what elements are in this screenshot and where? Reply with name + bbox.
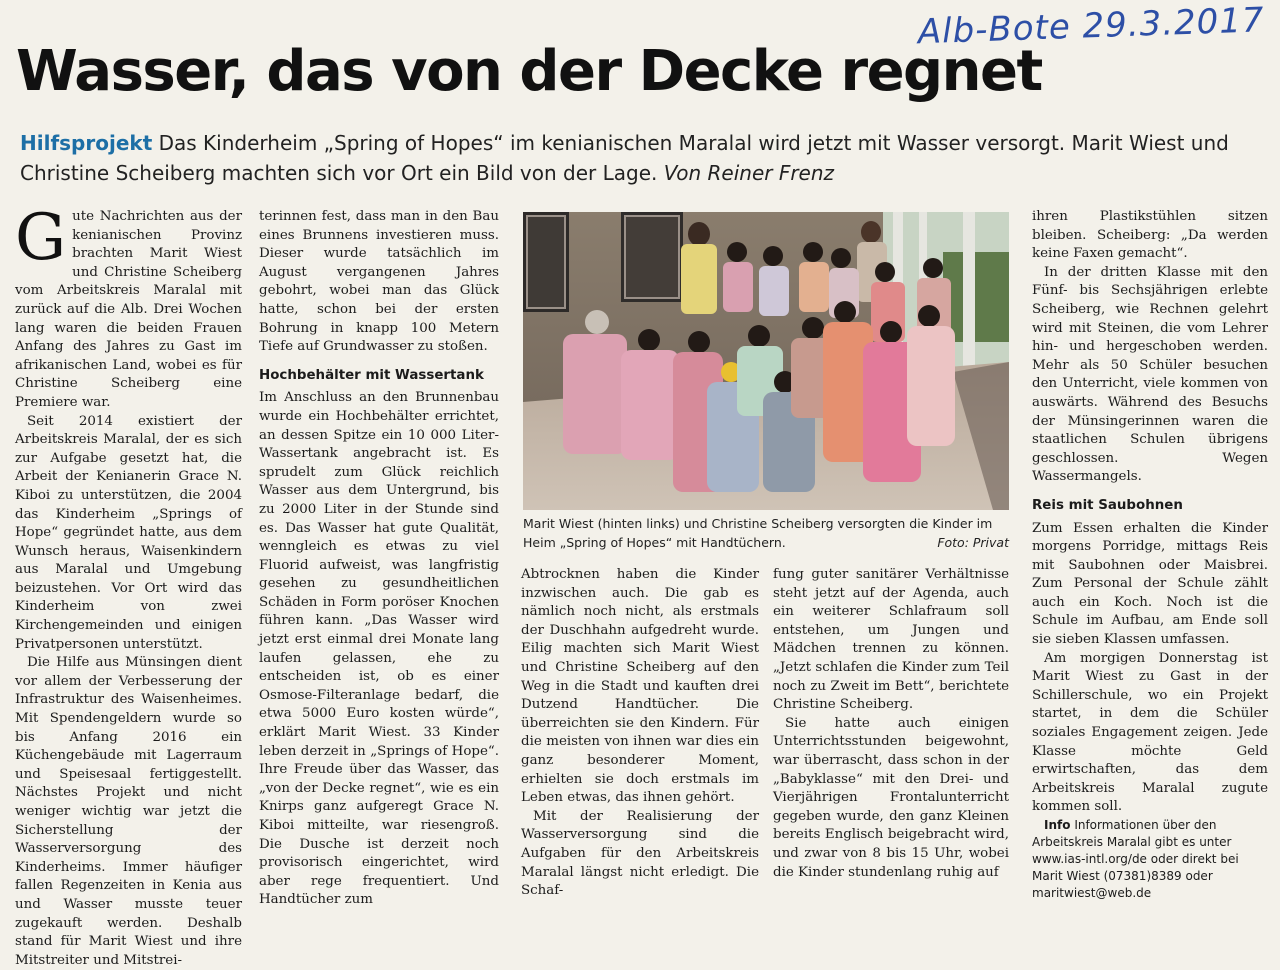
paragraph: Zum Essen erhalten die Kinder morgens Porridge, mittags Reis mit Saubohnen oder Maisbrei. Zum Personal der Schule zählt auch ein Koch. Noch ist die Schule im Aufbau, am Ende soll sie sieben Klassen umfassen. <box>1032 520 1268 648</box>
drop-cap: G <box>15 201 67 275</box>
article-column-1 <box>15 201 242 970</box>
caption-text: Marit Wiest (hinten links) und Christine Scheiberg versorgten die Kinder im Heim „Spring of Hopes“ mit Handtüchern. <box>523 516 993 550</box>
article-column-2 <box>259 208 499 910</box>
subhead-kicker: Hilfsprojekt <box>20 131 153 155</box>
paragraph: fung guter sanitärer Verhältnisse steht jetzt auf der Agenda, auch ein weiterer Schlafraum soll entstehen, um Jungen und Mädchen trennen zu können. „Jetzt schlafen die Kinder zum Teil noch zu Zweit im Bett“, berichtete Christine Scheiberg. <box>773 567 1009 713</box>
handwritten-date-note: Alb-Bote 29.3.2017 <box>917 0 1266 53</box>
paragraph: Die Hilfe aus Münsingen dient vor allem der Verbesserung der Infrastruktur des Waisenheimes. Mit Spendengeldern wurde so bis Anfang 2016 ein Küchengebäude mit Lagerraum und Speisesaal fertiggestellt. Nächstes Projekt und nicht weniger wichtig war jetzt die Sicherstellung der Wasserversorgung des Kinderheims. Immer häufiger fallen Regenzeiten in Kenia aus und Wasser musste teuer zugekauft werden. Deshalb stand für Marit Wiest und ihre Mitstreiter und Mitstrei- <box>15 655 242 968</box>
article-headline: Wasser, das von der Decke regnet <box>16 39 1042 104</box>
article-column-5 <box>1032 208 1268 902</box>
section-subheading: Reis mit Saubohnen <box>1032 497 1183 513</box>
article-subhead <box>20 128 1270 188</box>
paragraph: Abtrocknen haben die Kinder inzwischen auch. Die gab es nämlich noch nicht, als erstmals der Duschhahn aufgedreht wurde. Eilig machten sich Marit Wiest und Christine Scheiberg auf den Weg in die Stadt und kauften drei Dutzend Handtücher. Die überreichten sie den Kindern. Für die meisten von ihnen war dies ein ganz besonderer Moment, erhielten sie doch erstmals im Leben etwas, das ihnen gehört. <box>521 567 759 806</box>
info-text: Informationen über den Arbeitskreis Maralal gibt es unter www.ias-intl.org/de oder direkt bei Marit Wiest (07381)8389 oder maritwiest@web.de <box>1032 818 1239 900</box>
photo-children-with-towels <box>523 212 1009 510</box>
paragraph: Im Anschluss an den Brunnenbau wurde ein Hochbehälter errichtet, an dessen Spitze ein 10 000 Liter-Wassertank angebracht ist. Es sprudelt zum Glück reichlich Wasser aus dem Untergrund, bis zu 2000 Liter in der Stunde sind es. Das Wasser hat gute Qualität, wenngleich es etwas zu viel Fluorid aufweist, was langfristig gesehen zu gesundheitlichen Schäden in Form poröser Knochen führen kann. „Das Wasser wird jetzt erst einmal drei Monate lang laufen gelassen, ehe zu entscheiden ist, ob es einer Osmose-Filteranlage bedarf, die etwa 5000 Euro kosten würde“, erklärt Marit Wiest. 33 Kinder leben derzeit in „Springs of Hope“. Ihre Freude über das Wasser, das „von der Decke regnet“, wie es ein Knirps ganz aufgeregt Grace N. Kiboi mitteilte, war riesengroß. Die Dusche ist derzeit noch provisorisch eingerichtet, wird aber rege frequentiert. Und Handtücher zum <box>259 390 499 908</box>
paragraph: Am morgigen Donnerstag ist Marit Wiest zu Gast in der Schillerschule, wo ein Projekt startet, in dem die Schüler soziales Engagement zeigen. Jede Klasse möchte Geld erwirtschaften, das dem Arbeitskreis Maralal zugute kommen soll. <box>1032 650 1268 815</box>
section-subheading: Hochbehälter mit Wassertank <box>259 367 484 383</box>
paragraph: Sie hatte auch einigen Unterrichtsstunden beigewohnt, war überrascht, dass schon in der „Babyklasse“ mit den Drei- und Vierjährigen Frontalunterricht gegeben wurde, den ganz Kleinen bereits Englisch beigebracht wird, und zwar von 8 bis 15 Uhr, wobei die Kinder stundenlang ruhig auf <box>773 715 1009 880</box>
paragraph-text: ute Nachrichten aus der kenianischen Provinz brachten Marit Wiest und Christine Scheiberg vom Arbeitskreis Maralal mit zurück auf die Alb. Drei Wochen lang waren die beiden Frauen Anfang des Jahres zu Gast im afrikanischen Land, wobei es für Christine Scheiberg eine Premiere war. <box>15 209 242 410</box>
info-label: Info <box>1044 818 1071 832</box>
paragraph: ihren Plastikstühlen sitzen bleiben. Scheiberg: „Da werden keine Faxen gemacht“. <box>1032 209 1268 262</box>
paragraph <box>15 201 242 413</box>
photo-caption <box>523 514 1009 552</box>
subhead-text: Das Kinderheim „Spring of Hopes“ im kenianischen Maralal wird jetzt mit Wasser versorgt. Marit Wiest und Christine Scheiberg machten sich vor Ort ein Bild von der Lage. <box>20 131 1229 185</box>
paragraph: Mit der Realisierung der Wasserversorgung sind die Aufgaben für den Arbeitskreis Maralal längst nicht erledigt. Die Schaf- <box>521 808 759 899</box>
article-photo <box>523 212 1009 510</box>
info-box <box>1032 817 1268 902</box>
photo-credit: Foto: Privat <box>937 535 1009 550</box>
paragraph: Seit 2014 existiert der Arbeitskreis Maralal, der es sich zur Aufgabe gesetzt hat, die Arbeit der Kenianerin Grace N. Kiboi zu unterstützen, die 2004 das Kinderheim „Springs of Hope“ gegründet hatte, aus dem Wunsch heraus, Waisenkindern aus Maralal und Umgebung beizustehen. Vor Ort wird das Kinderheim von zwei Kirchengemeinden und einigen Privatpersonen unterstützt. <box>15 413 242 652</box>
byline: Von Reiner Frenz <box>663 161 835 185</box>
paragraph: In der dritten Klasse mit den Fünf- bis Sechsjährigen erlebte Scheiberg, wie Rechnen gelehrt wird mit Steinen, die vom Lehrer hin- und hergeschoben werden. Mehr als 50 Schüler besuchen den Unterricht, viele kommen von auswärts. Während des Besuchs der Münsingerinnen waren die staatlichen Schulen übrigens geschlossen. Wegen Wassermangels. <box>1032 264 1268 485</box>
paragraph: terinnen fest, dass man in den Bau eines Brunnens investieren muss. Dieser wurde tatsächlich im August vergangenen Jahres gebohrt, wobei man das Glück hatte, schon bei der ersten Bohrung in knapp 100 Metern Tiefe auf Grundwasser zu stoßen. <box>259 209 499 355</box>
article-column-4 <box>773 566 1009 882</box>
article-column-3 <box>521 566 759 901</box>
